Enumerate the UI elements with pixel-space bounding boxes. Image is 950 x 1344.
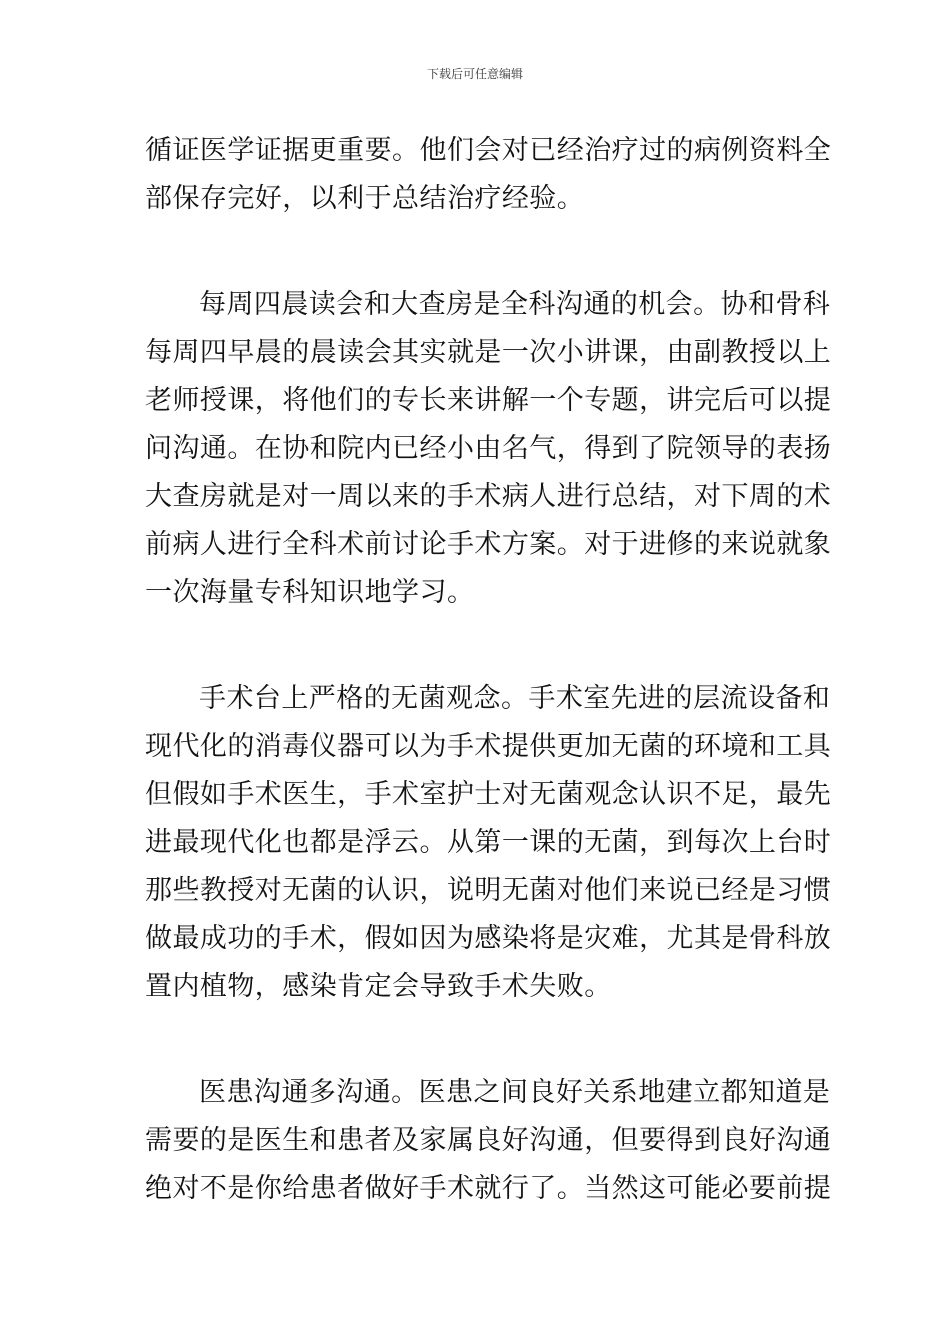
paragraph-line: 绝对不是你给患者做好手术就行了。当然这可能必要前提: [145, 1173, 832, 1204]
paragraph-gap: [145, 1011, 811, 1069]
header-note: 下载后可任意编辑: [426, 67, 523, 81]
body-text: [145, 127, 832, 1213]
paragraph-line: 每周四早晨的晨读会其实就是一次小讲课，由副教授以上: [145, 337, 832, 368]
paragraph-line: 医患沟通多沟通。医患之间良好关系地建立都知道是: [199, 1077, 831, 1108]
paragraph-line: 但假如手术医生，手术室护士对无菌观念认识不足，最先: [145, 779, 832, 810]
paragraph-line: 做最成功的手术，假如因为感染将是灾难，尤其是骨科放: [145, 923, 832, 954]
paragraph-line: 部保存完好，以利于总结治疗经验。: [145, 183, 585, 214]
paragraph-line: 现代化的消毒仪器可以为手术提供更加无菌的环境和工具: [145, 731, 832, 762]
paragraph-line: 一次海量专科知识地学习。: [145, 577, 475, 608]
paragraph-line: 手术台上严格的无菌观念。手术室先进的层流设备和: [199, 683, 831, 714]
paragraph-line: 需要的是医生和患者及家属良好沟通，但要得到良好沟通: [145, 1125, 832, 1156]
paragraph-gap: [145, 223, 811, 281]
paragraph-line: 每周四晨读会和大查房是全科沟通的机会。协和骨科: [199, 289, 831, 320]
paragraph-gap: [145, 617, 811, 675]
paragraph-line: 置内植物，感染肯定会导致手术失败。: [145, 971, 612, 1002]
paragraph-line: 老师授课，将他们的专长来讲解一个专题，讲完后可以提: [145, 385, 832, 416]
paragraph-line: 前病人进行全科术前讨论手术方案。对于进修的来说就象: [145, 529, 832, 560]
paragraph-line: 那些教授对无菌的认识，说明无菌对他们来说已经是习惯: [145, 875, 832, 906]
paragraph-line: 进最现代化也都是浮云。从第一课的无菌，到每次上台时: [145, 827, 832, 858]
paragraph-line: 循证医学证据更重要。他们会对已经治疗过的病例资料全: [145, 135, 832, 166]
paragraph-line: 大查房就是对一周以来的手术病人进行总结，对下周的术: [145, 481, 832, 512]
paragraph-line: 问沟通。在协和院内已经小由名气，得到了院领导的表扬: [145, 433, 832, 464]
